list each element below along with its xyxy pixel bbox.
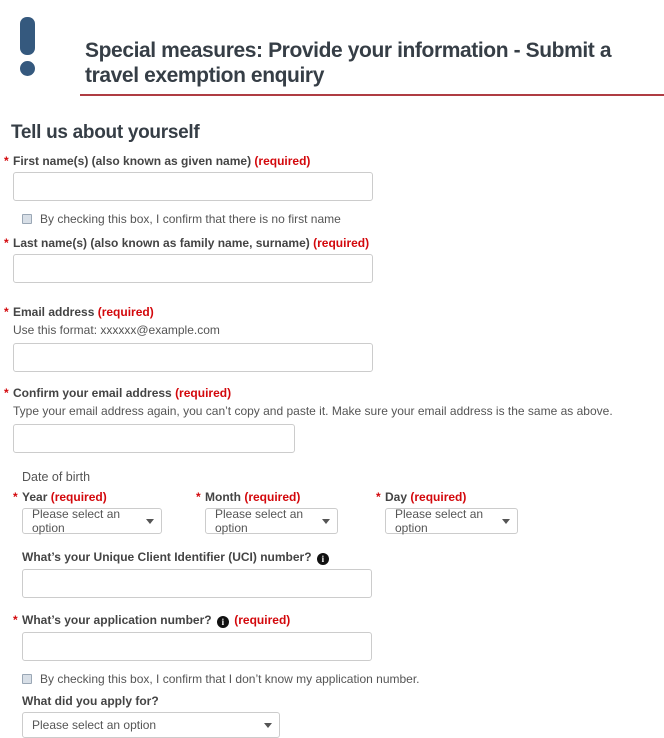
day-select-value: Please select an option xyxy=(395,507,484,535)
dob-year-column xyxy=(13,490,162,535)
unknown-application-number-checkbox[interactable] xyxy=(22,674,32,684)
required-asterisk: * xyxy=(376,490,381,504)
dob-month-column xyxy=(196,490,338,535)
section-heading: Tell us about yourself xyxy=(11,122,200,143)
applied-for-label: What did you apply for? xyxy=(22,694,159,708)
last-name-label: * Last name(s) (also known as family name, surname) (required) xyxy=(4,236,370,250)
confirm-email-hint: Type your email address again, you can’t copy and paste it. Make sure your email address is the same as above. xyxy=(13,404,613,418)
required-tag: (required) xyxy=(175,386,232,400)
required-tag: (required) xyxy=(313,236,370,250)
required-tag: (required) xyxy=(244,490,301,504)
unknown-application-number-checkbox-row xyxy=(22,672,654,686)
application-number-label: * What’s your application number? i (required) xyxy=(13,613,291,627)
last-name-input[interactable] xyxy=(13,254,373,283)
year-select[interactable] xyxy=(22,508,162,534)
month-select[interactable] xyxy=(205,508,338,534)
required-tag: (required) xyxy=(234,613,291,627)
no-first-name-checkbox-row xyxy=(22,212,654,226)
date-of-birth-group-label: Date of birth xyxy=(22,470,91,484)
required-asterisk: * xyxy=(4,386,9,400)
required-tag: (required) xyxy=(410,490,467,504)
chevron-down-icon xyxy=(146,519,154,524)
no-first-name-checkbox-label: By checking this box, I confirm that there is no first name xyxy=(40,212,341,226)
date-of-birth-row xyxy=(13,490,654,538)
chevron-down-icon xyxy=(264,723,272,728)
email-label: * Email address (required) xyxy=(4,305,154,319)
details-group xyxy=(13,470,654,738)
required-tag: (required) xyxy=(97,305,154,319)
required-tag: (required) xyxy=(50,490,107,504)
info-icon[interactable]: i xyxy=(217,616,229,628)
uci-input[interactable] xyxy=(22,569,372,598)
year-select-value: Please select an option xyxy=(32,507,121,535)
page-header xyxy=(0,0,664,96)
applied-for-select-value: Please select an option xyxy=(32,718,157,732)
uci-label: What’s your Unique Client Identifier (UCI) number? i xyxy=(22,550,654,565)
confirm-email-input[interactable] xyxy=(13,424,295,453)
exclamation-icon xyxy=(20,17,36,76)
title-block xyxy=(80,0,664,96)
required-asterisk: * xyxy=(4,305,9,319)
chevron-down-icon xyxy=(502,519,510,524)
required-asterisk: * xyxy=(4,236,9,250)
day-label: * Day (required) xyxy=(376,490,467,504)
first-name-label: * First name(s) (also known as given name) (required) xyxy=(4,154,311,168)
month-label: * Month (required) xyxy=(196,490,301,504)
first-name-input[interactable] xyxy=(13,172,373,201)
dob-day-column xyxy=(376,490,518,535)
no-first-name-checkbox[interactable] xyxy=(22,214,32,224)
month-select-value: Please select an option xyxy=(215,507,304,535)
form-main xyxy=(0,122,664,738)
unknown-application-number-checkbox-label: By checking this box, I confirm that I don’t know my application number. xyxy=(40,672,420,686)
year-label: * Year (required) xyxy=(13,490,107,504)
required-tag: (required) xyxy=(254,154,311,168)
info-icon[interactable]: i xyxy=(317,553,329,565)
required-asterisk: * xyxy=(13,490,18,504)
email-format-hint: Use this format: xxxxxx@example.com xyxy=(13,323,220,337)
email-input[interactable] xyxy=(13,343,373,372)
application-number-input[interactable] xyxy=(22,632,372,661)
required-asterisk: * xyxy=(4,154,9,168)
required-asterisk: * xyxy=(13,613,18,627)
day-select[interactable] xyxy=(385,508,518,534)
chevron-down-icon xyxy=(322,519,330,524)
applied-for-select[interactable] xyxy=(22,712,280,738)
confirm-email-label: * Confirm your email address (required) xyxy=(4,386,232,400)
page-title: Special measures: Provide your information - Submit a travel exemption enquiry xyxy=(85,39,612,87)
required-asterisk: * xyxy=(196,490,201,504)
